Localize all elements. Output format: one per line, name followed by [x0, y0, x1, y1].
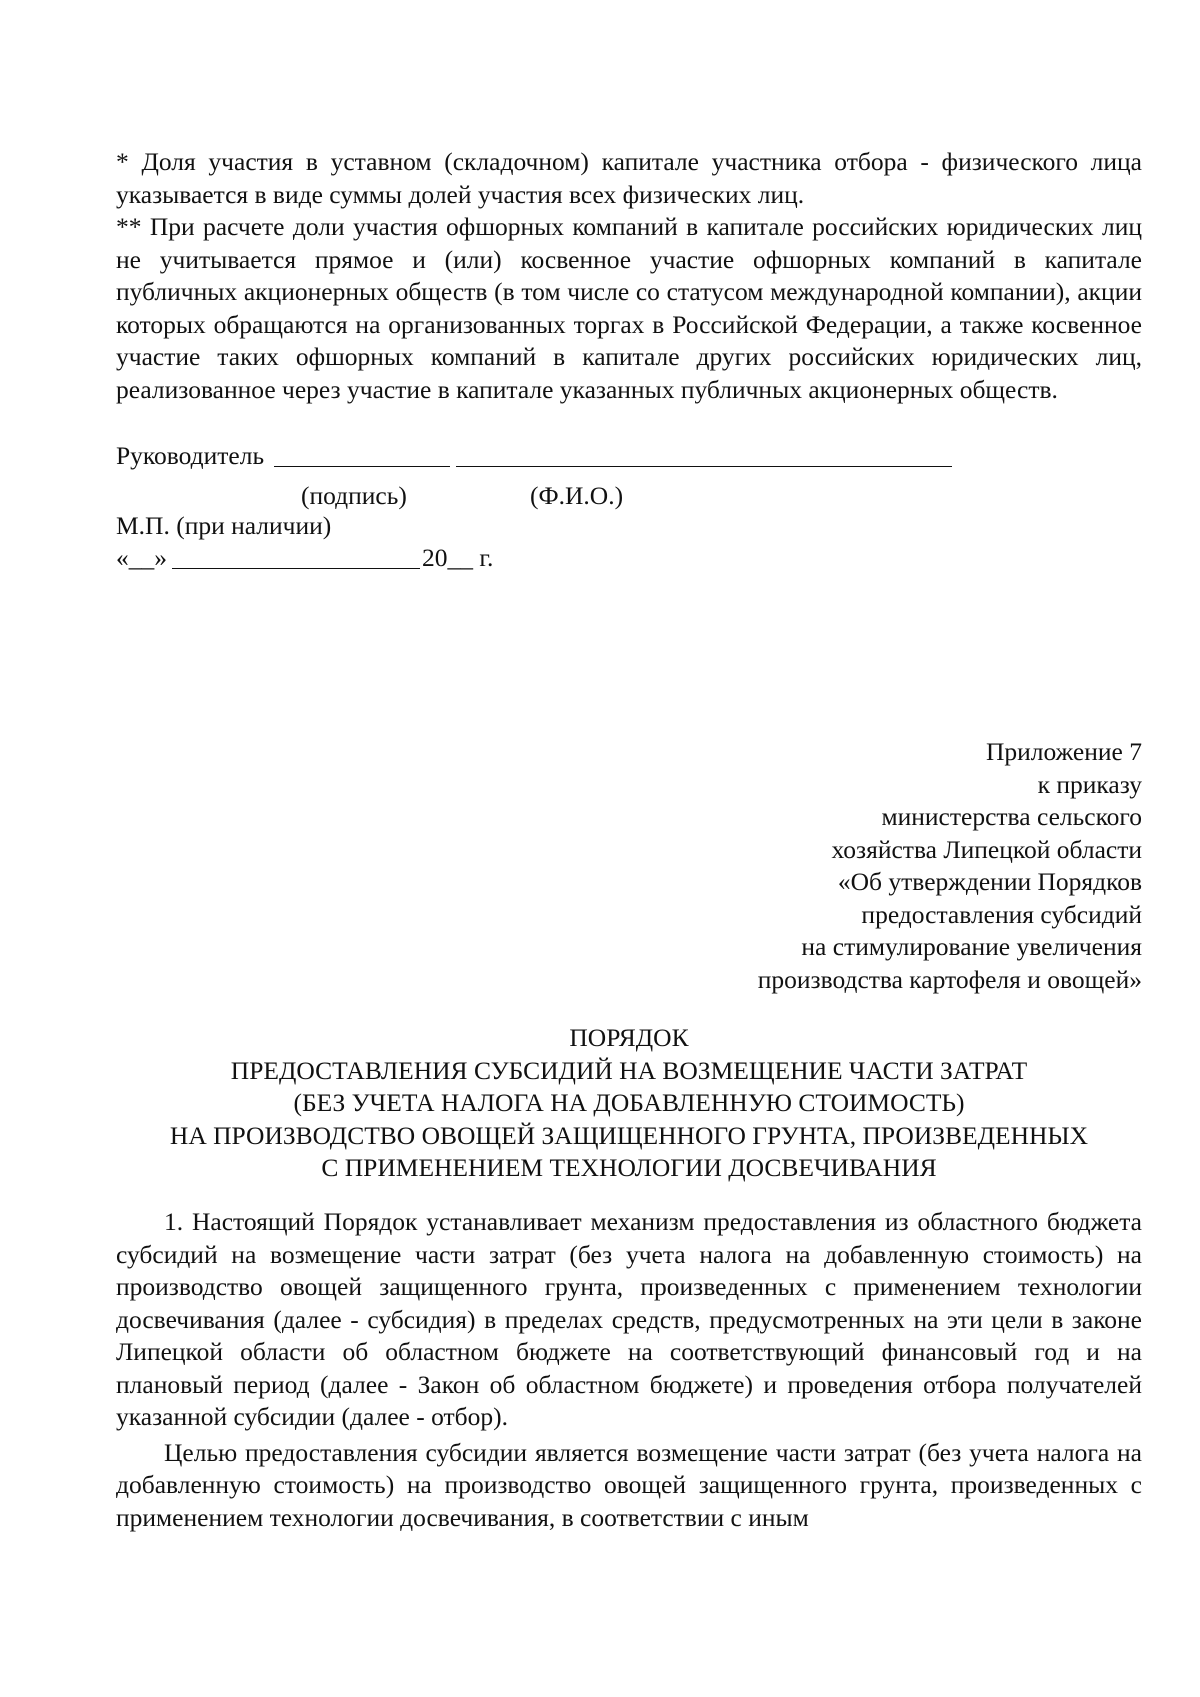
annex-line: «Об утверждении Порядков [837, 867, 1142, 896]
annex-line: хозяйства Липецкой области [831, 834, 1142, 864]
title-line: НА ПРОИЗВОДСТВО ОВОЩЕЙ ЗАЩИЩЕННОГО ГРУНТА, ПРОИЗВЕДЕННЫХ [169, 1120, 1089, 1150]
annex-line: к приказу [1037, 769, 1142, 799]
head-signature-row [116, 440, 264, 472]
stamp-label: М.П. (при наличии) [116, 511, 332, 540]
name-caption: (Ф.И.О.) [530, 481, 624, 510]
title-line: С ПРИМЕНЕНИЕМ ТЕХНОЛОГИИ ДОСВЕЧИВАНИЯ [321, 1153, 937, 1182]
date-day: «__» [116, 543, 167, 572]
date-month-line [172, 568, 420, 569]
annex-line: Приложение 7 [986, 737, 1142, 766]
head-label: Руководитель [116, 441, 265, 470]
annex-header [542, 736, 1142, 996]
document-title [116, 1022, 1142, 1185]
annex-line: министерства сельского [881, 802, 1142, 831]
signature-caption: (подпись) [301, 481, 407, 510]
annex-line: производства картофеля и овощей» [757, 964, 1142, 994]
footnotes [116, 146, 1142, 406]
title-line: (БЕЗ УЧЕТА НАЛОГА НА ДОБАВЛЕННУЮ СТОИМОСТЬ) [293, 1088, 965, 1117]
name-line [456, 466, 952, 467]
annex-line: на стимулирование увеличения [801, 932, 1142, 961]
paragraph-2: Целью предоставления субсидии является возмещение части затрат (без учета налога на добавленную стоимость) на производство овощей защищенного грунта, произведенных с применением технологии досвечивания, в соответствии с иным [116, 1437, 1142, 1532]
annex-line: предоставления субсидий [861, 899, 1142, 929]
title-line: ПРЕДОСТАВЛЕНИЯ СУБСИДИЙ НА ВОЗМЕЩЕНИЕ ЧАСТИ ЗАТРАТ [230, 1055, 1028, 1085]
title-line: ПОРЯДОК [569, 1023, 689, 1052]
document-body [116, 1206, 1142, 1537]
signature-block [116, 440, 1142, 590]
footnote-1: * Доля участия в уставном (складочном) капитале участника отбора - физического лица указывается в виде суммы долей участия всех физических лиц. [116, 147, 1142, 209]
signature-line [274, 466, 450, 467]
footnote-2: ** При расчете доли участия офшорных компаний в капитале российских юридических лиц не учитывается прямое и (или) косвенное участие офшорных компаний в капитале публичных акционерных обществ (в том числе со статусом международной компании), акции которых обращаются на организованных торгах в Российской Федерации, а также косвенное участие таких офшорных компаний в капитале других российских юридических лиц, реализованное через участие в капитале указанных публичных акционерных обществ. [116, 212, 1142, 404]
paragraph-1: 1. Настоящий Порядок устанавливает механизм предоставления из областного бюджета субсидий на возмещение части затрат (без учета налога на добавленную стоимость) на производство овощей защищенного грунта, произведенных с применением технологии досвечивания (далее - субсидия) в пределах средств, предусмотренных на эти цели в законе Липецкой области об областном бюджете на соответствующий финансовый год и на плановый период (далее - Закон об областном бюджете) и проведения отбора получателей указанной субсидии (далее - отбор). [116, 1207, 1142, 1431]
document-page [116, 146, 1142, 1532]
date-year: 20__ г. [422, 543, 494, 572]
